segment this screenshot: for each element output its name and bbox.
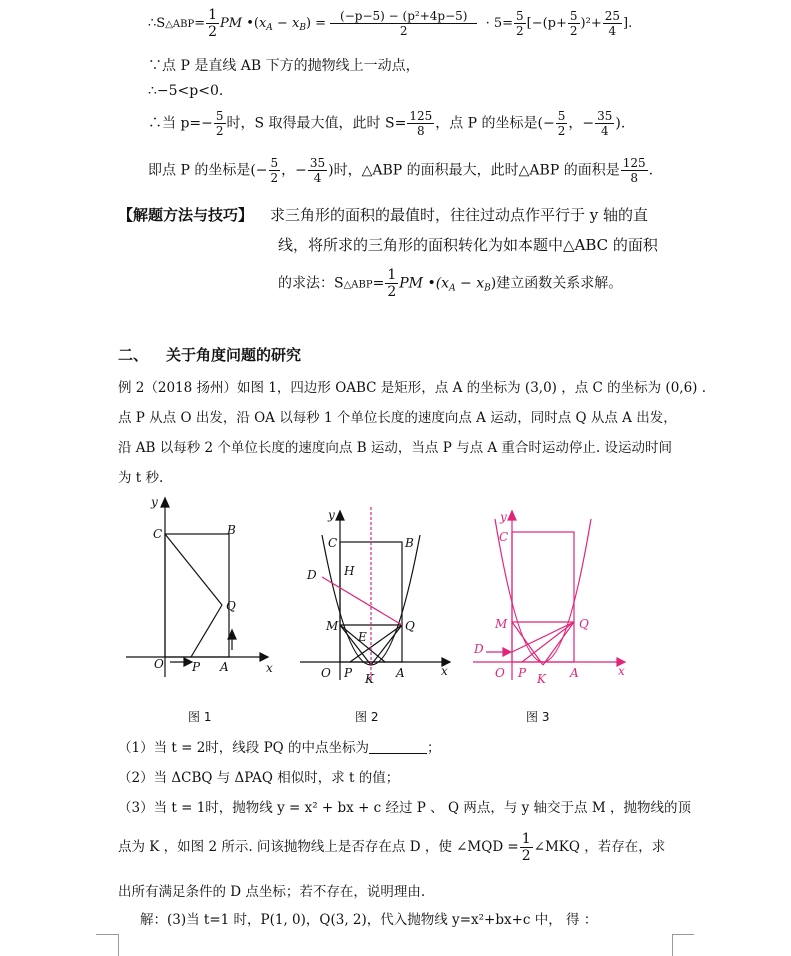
conclusion-line: 即点 P 的坐标是(− $\frac{5}{2}$ ，− $\frac{35}{4}$ )时，△ABP 的面积最大，此时△ABP 的面积是 $\frac{125}{8}$ .	[148, 156, 654, 185]
p-on-parabola-line: ∵点 P 是直线 AB 下方的抛物线上一动点，	[148, 58, 420, 74]
big-fraction: $\frac{\text{(−p−5) − (p²+4p−5)}}{2}$	[330, 10, 477, 37]
fig3-label-d: D	[474, 642, 484, 656]
max-area-line: ∴当 p=− $\frac{5}{2}$ 时，S 取得最大值，此时 S= $\frac{125}{8}$ ，点 P 的坐标是(− $\frac{5}{2}$ ，− $\frac{35}{4}$ ).	[148, 109, 626, 138]
frac-5-2c: $\frac{5}{2}$	[270, 156, 279, 185]
method-line-1: 求三角形的面积的最值时，往往过动点作平行于 y 轴的直	[270, 206, 649, 224]
xb: x	[291, 16, 300, 31]
fig1-y-arrow	[161, 498, 169, 507]
fig1-label-q: Q	[226, 599, 236, 613]
fig1-label-y: y	[151, 495, 158, 509]
fig3-label-a: A	[570, 666, 579, 680]
fig1-label-p: P	[192, 660, 201, 674]
frac-35-4b: $\frac{35}{4}$	[309, 156, 326, 185]
fig1-rectangle	[165, 534, 229, 657]
fig2-label-e: E	[358, 630, 367, 644]
therefore-s: ∴S	[148, 16, 166, 31]
fig2-label-c: C	[328, 536, 338, 550]
eq-sign-2: =	[311, 16, 327, 31]
minus: −	[272, 16, 292, 31]
one-half-fraction: $\frac{1}{2}$	[208, 7, 218, 40]
fig3-segment-mk	[512, 622, 543, 665]
area-formula-line	[148, 8, 632, 39]
fig3-label-y: y	[500, 510, 507, 524]
fig3-label-k: K	[537, 672, 546, 686]
bracket-close: ].	[623, 16, 633, 31]
fig2-label-p: P	[344, 666, 353, 680]
example-line-4: 为 t 秒.	[118, 470, 164, 486]
method-line-3: 的求法：S△ABP= $\frac{1}{2}$ PM $•(x_A - x_B)$建立函数关系求解。	[278, 267, 623, 300]
example-line-1: 例 2（2018 扬州）如图 1，四边形 OABC 是矩形，点 A 的坐标为 (3,0) ，点 C 的坐标为 (0,6) .	[118, 380, 707, 396]
fig3-segment-kq	[543, 622, 574, 665]
square-plus: )²+	[580, 16, 602, 31]
dot-paren: •(	[242, 16, 259, 31]
sub-a: A	[266, 23, 273, 33]
answer-blank	[369, 753, 427, 754]
abp-subscript: △ABP	[165, 19, 195, 30]
frac-5-2: $\frac{5}{2}$	[215, 109, 224, 138]
fig1-label-c: C	[153, 527, 163, 541]
figure-3	[468, 505, 633, 695]
close-paren: )	[305, 16, 312, 31]
fig1-segment-pq	[191, 605, 222, 657]
question-half: $\frac{1}{2}$	[521, 831, 531, 864]
fig3-rectangle	[512, 532, 574, 662]
five-halves-2: $\frac{5}{2}$	[569, 9, 578, 38]
fig3-label-x: x	[618, 664, 625, 678]
fig1-label-b: B	[227, 523, 236, 537]
example-line-2: 点 P 从点 O 出发，沿 OA 以每秒 1 个单位长度的速度向点 A 运动，同时点 Q 从点 A 出发，	[118, 410, 677, 426]
fig1-x-arrow	[260, 653, 268, 661]
pm-symbol: PM	[220, 16, 243, 31]
page-corner-mark-left	[96, 934, 119, 956]
fig2-label-a: A	[396, 666, 405, 680]
fig2-label-q: Q	[405, 619, 415, 633]
section-number: 二、	[118, 346, 149, 364]
xa: x	[258, 16, 267, 31]
fig3-label-q: Q	[579, 617, 589, 631]
method-tag: 【解题方法与技巧】	[118, 206, 254, 224]
times-five: · 5=	[481, 16, 513, 31]
figure-1-caption: 图 1	[188, 710, 212, 724]
frac-35-4: $\frac{35}{4}$	[597, 109, 613, 138]
bracket-open: [−(p+	[526, 16, 567, 31]
fig3-label-o: O	[495, 666, 505, 680]
fig2-label-b: B	[405, 536, 414, 550]
method-half: $\frac{1}{2}$	[387, 267, 397, 300]
fig2-segment-dq	[322, 577, 402, 625]
solution-line: 解：(3)当 t=1 时，P(1, 0)，Q(3, 2)，代入抛物线 y=x²+bx+c 中， 得 ：	[140, 912, 598, 928]
fig1-label-a: A	[220, 660, 229, 674]
fig3-segment-pq	[522, 622, 574, 662]
question-1: （1）当 t = 2时，线段 PQ 的中点坐标为 ；	[118, 740, 441, 756]
fig1-label-o: O	[154, 657, 164, 671]
frac-125-8b: $\frac{125}{8}$	[622, 156, 646, 185]
fig2-label-x: x	[441, 664, 448, 678]
figure-3-caption: 图 3	[526, 710, 550, 724]
method-line-2: 线，将所求的三角形的面积转化为如本题中△ABC 的面积	[278, 236, 658, 254]
question-3-line-2: 点为 K ，如图 2 所示. 问该抛物线上是否存在点 D ，使 ∠MQD = $\frac{1}{2}$ ∠MKQ ，若存在，求	[118, 831, 666, 864]
question-2: （2）当 ΔCBQ 与 ΔPAQ 相似时，求 t 的值；	[118, 770, 400, 786]
eq-sign: =	[194, 16, 206, 31]
range-line: ∴−5<p<0.	[148, 83, 224, 99]
frac-5-2b: $\frac{5}{2}$	[557, 109, 566, 138]
fig2-segment-kq	[371, 625, 402, 665]
fig2-magenta-overlay	[322, 507, 402, 683]
page-corner-mark-right-h	[672, 934, 694, 935]
figure-2-caption: 图 2	[355, 710, 379, 724]
frac-125-8: $\frac{125}{8}$	[409, 109, 433, 138]
sub-b: B	[299, 23, 306, 33]
fig3-label-c: C	[499, 530, 509, 544]
fig1-segment-cq	[165, 534, 222, 605]
section-title: 关于角度问题的研究	[166, 346, 302, 364]
question-3-line-1: （3）当 t = 1时，抛物线 y = x² + bx + c 经过 P 、 Q 两点，与 y 轴交于点 M ，抛物线的顶	[118, 800, 691, 816]
fig3-segment-dq	[512, 622, 574, 652]
page-corner-mark-right	[672, 934, 695, 956]
fig2-label-m: M	[326, 619, 339, 633]
page-corner-mark-left-h	[96, 934, 118, 935]
fig2-label-k: K	[365, 672, 374, 686]
figure-2	[295, 505, 460, 695]
fig3-label-p: P	[518, 666, 527, 680]
five-halves: $\frac{5}{2}$	[516, 9, 524, 38]
fig2-label-y: y	[328, 508, 335, 522]
fig2-label-o: O	[321, 666, 331, 680]
question-3-line-3: 出所有满足条件的 D 点坐标；若不存在，说明理由.	[118, 884, 426, 900]
fig3-parabola	[495, 519, 591, 662]
figure-1	[118, 492, 278, 692]
fig1-label-x: x	[266, 661, 273, 675]
twentyfive-quarters: $\frac{25}{4}$	[604, 9, 621, 38]
example-line-3: 沿 AB 以每秒 2 个单位长度的速度向点 B 运动，当点 P 与点 A 重合时运动停止. 设运动时间	[118, 440, 673, 456]
fig2-label-d: D	[307, 568, 317, 582]
fig3-label-m: M	[495, 617, 508, 631]
fig2-label-h: H	[344, 564, 355, 578]
